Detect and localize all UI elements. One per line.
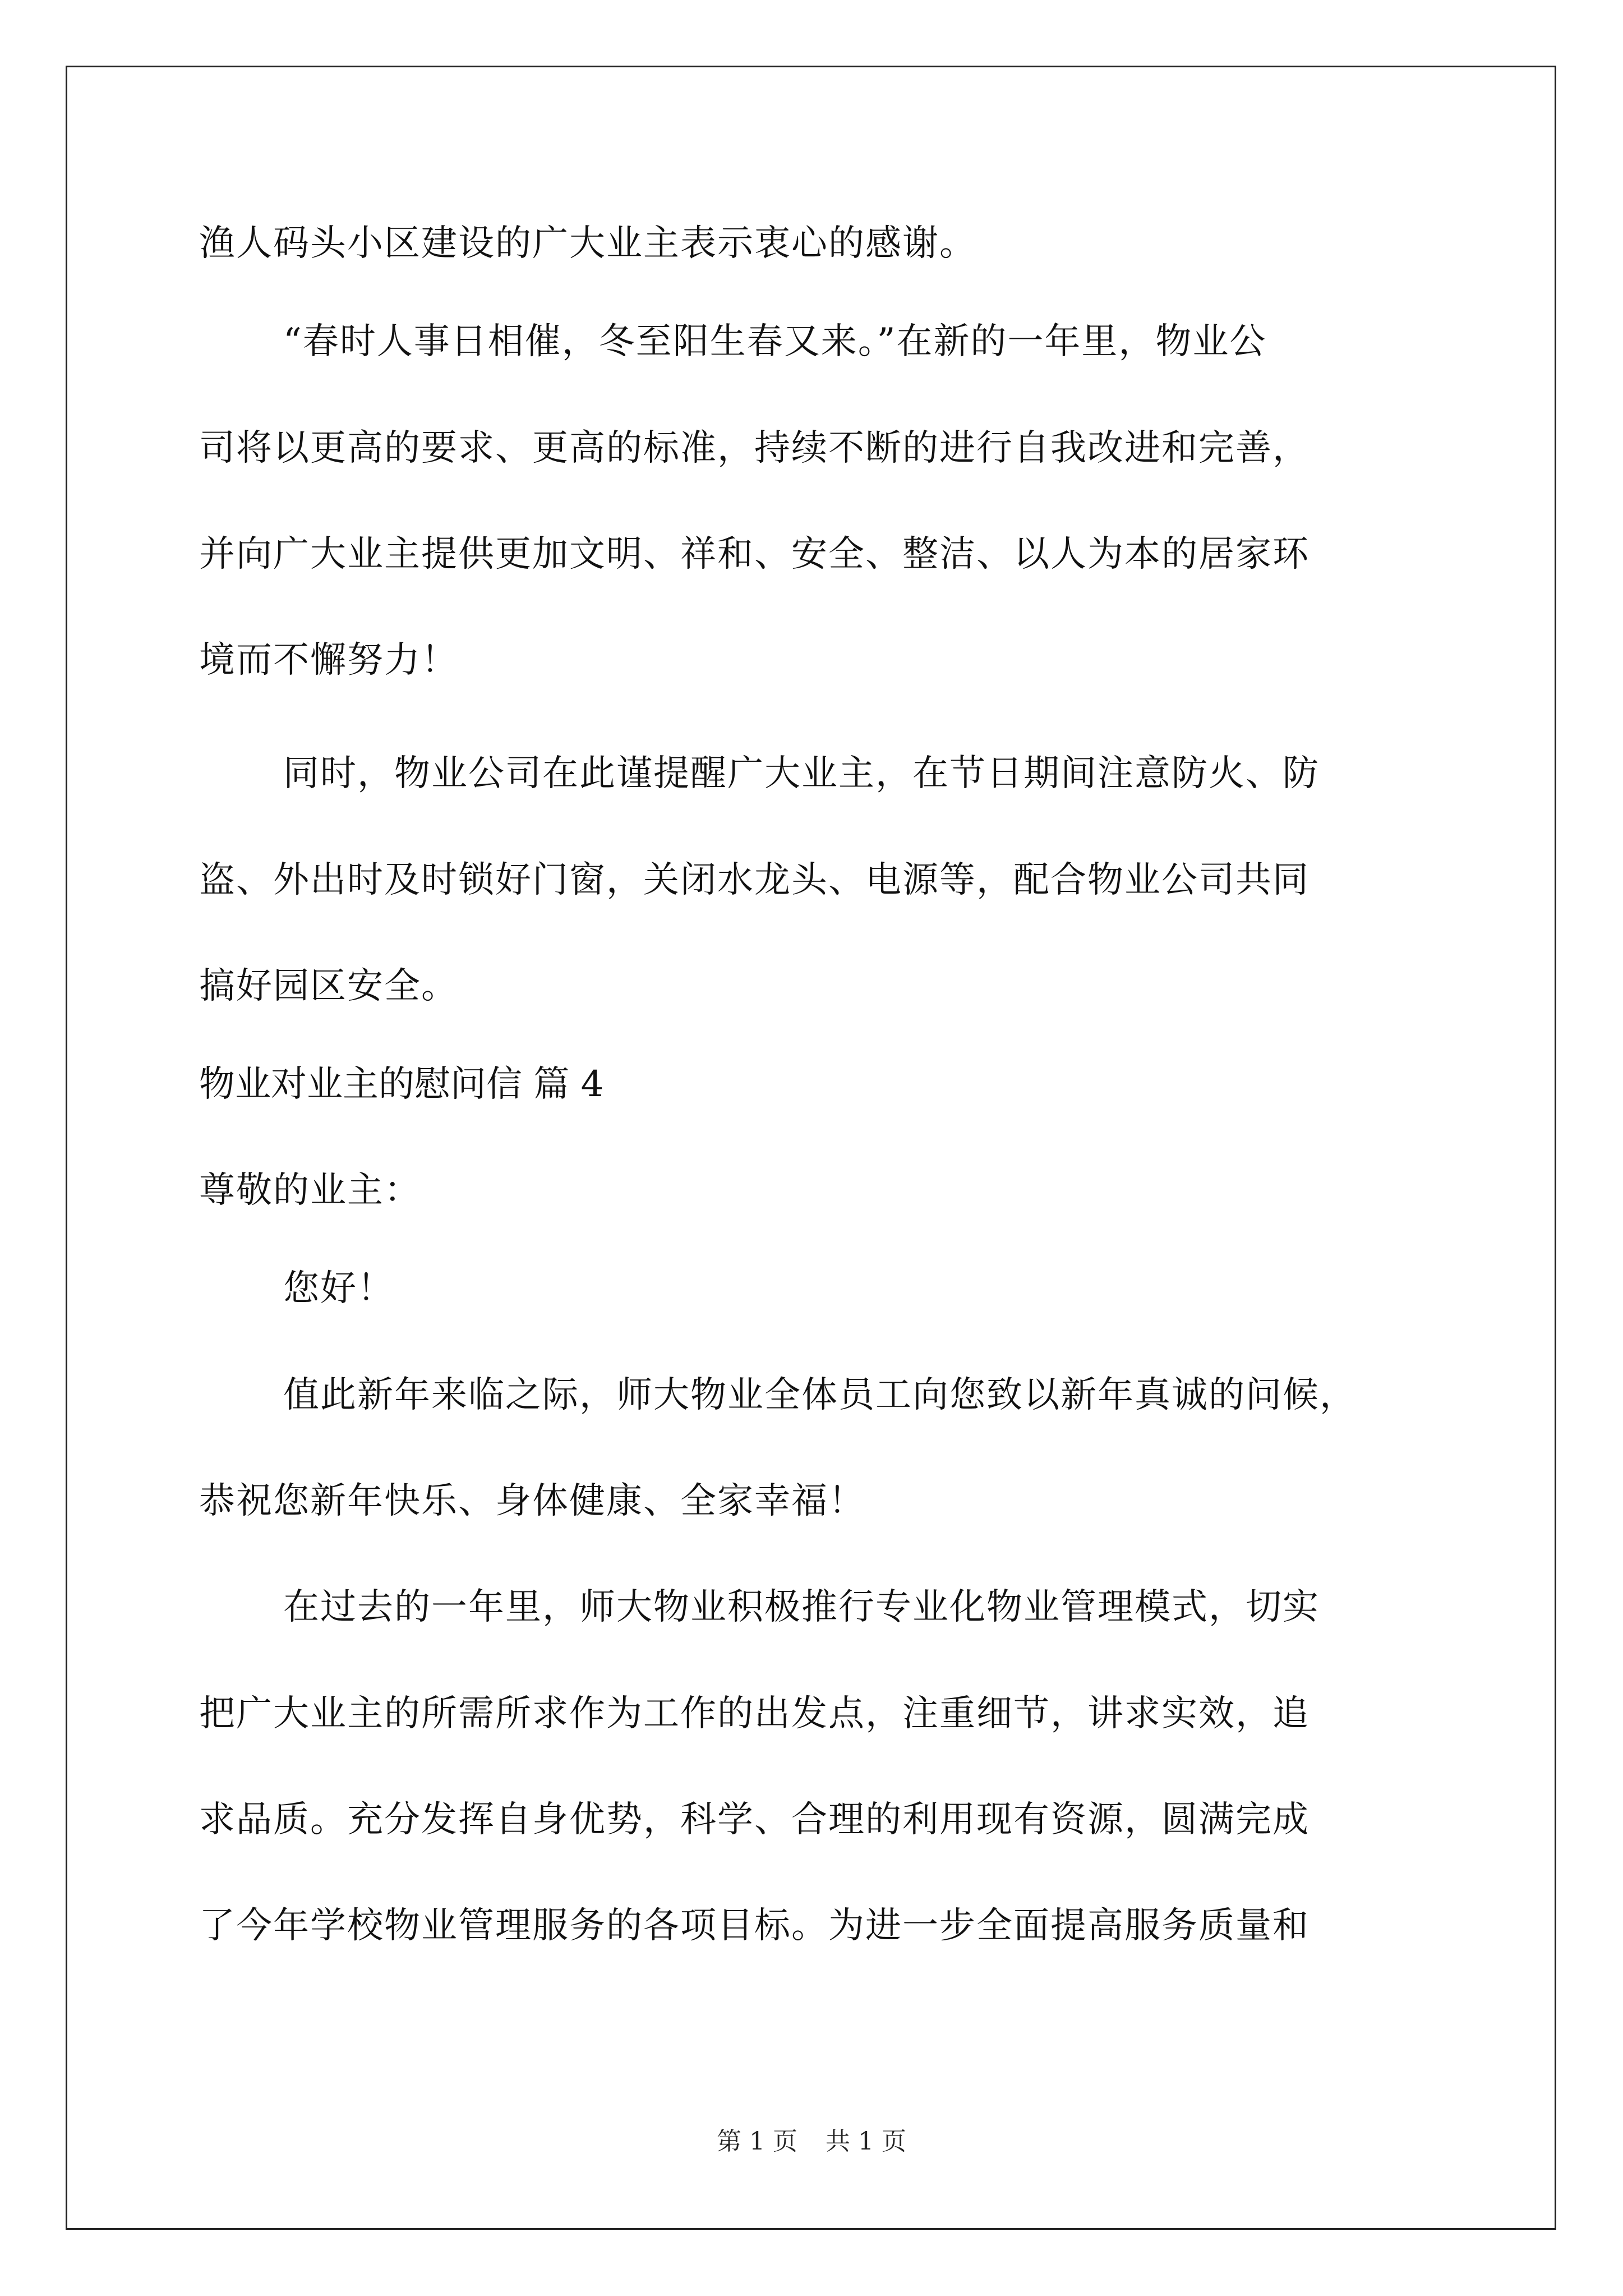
body-line-6: 同时，物业公司在此谨提醒广大业主，在节日期间注意防火、防 xyxy=(283,753,1320,794)
body-line-12: 把广大业主的所需所求作为工作的出发点，注重细节，讲求实效，追 xyxy=(199,1693,1310,1734)
page-footer xyxy=(0,2126,1623,2157)
body-line-14: 了今年学校物业管理服务的各项目标。为进一步全面提高服务质量和 xyxy=(199,1905,1310,1947)
body-line-2: “春时人事日相催，冬至阳生春又来。”在新的一年里，物业公 xyxy=(283,321,1267,362)
body-line-8: 搞好园区安全。 xyxy=(199,965,458,1007)
greeting: 您好！ xyxy=(283,1268,394,1309)
salutation: 尊敬的业主： xyxy=(199,1170,421,1211)
section-heading: 物业对业主的慰问信 篇 4 xyxy=(199,1064,604,1105)
body-line-10: 恭祝您新年快乐、身体健康、全家幸福！ xyxy=(199,1480,865,1522)
body-line-11: 在过去的一年里，师大物业积极推行专业化物业管理模式，切实 xyxy=(283,1586,1320,1628)
body-line-1: 渔人码头小区建设的广大业主表示衷心的感谢。 xyxy=(199,223,976,264)
body-line-9: 值此新年来临之际，师大物业全体员工向您致以新年真诚的问候， xyxy=(283,1374,1357,1416)
body-line-13: 求品质。充分发挥自身优势，科学、合理的利用现有资源，圆满完成 xyxy=(199,1799,1310,1841)
body-line-3: 司将以更高的要求、更高的标准，持续不断的进行自我改进和完善， xyxy=(199,427,1310,469)
body-line-7: 盗、外出时及时锁好门窗，关闭水龙头、电源等，配合物业公司共同 xyxy=(199,859,1310,901)
body-line-5: 境而不懈努力！ xyxy=(199,639,458,681)
page-total: 共 1 页 xyxy=(826,2127,906,2156)
body-line-4: 并向广大业主提供更加文明、祥和、安全、整洁、以人为本的居家环 xyxy=(199,533,1310,575)
page-number: 第 1 页 xyxy=(717,2127,797,2156)
